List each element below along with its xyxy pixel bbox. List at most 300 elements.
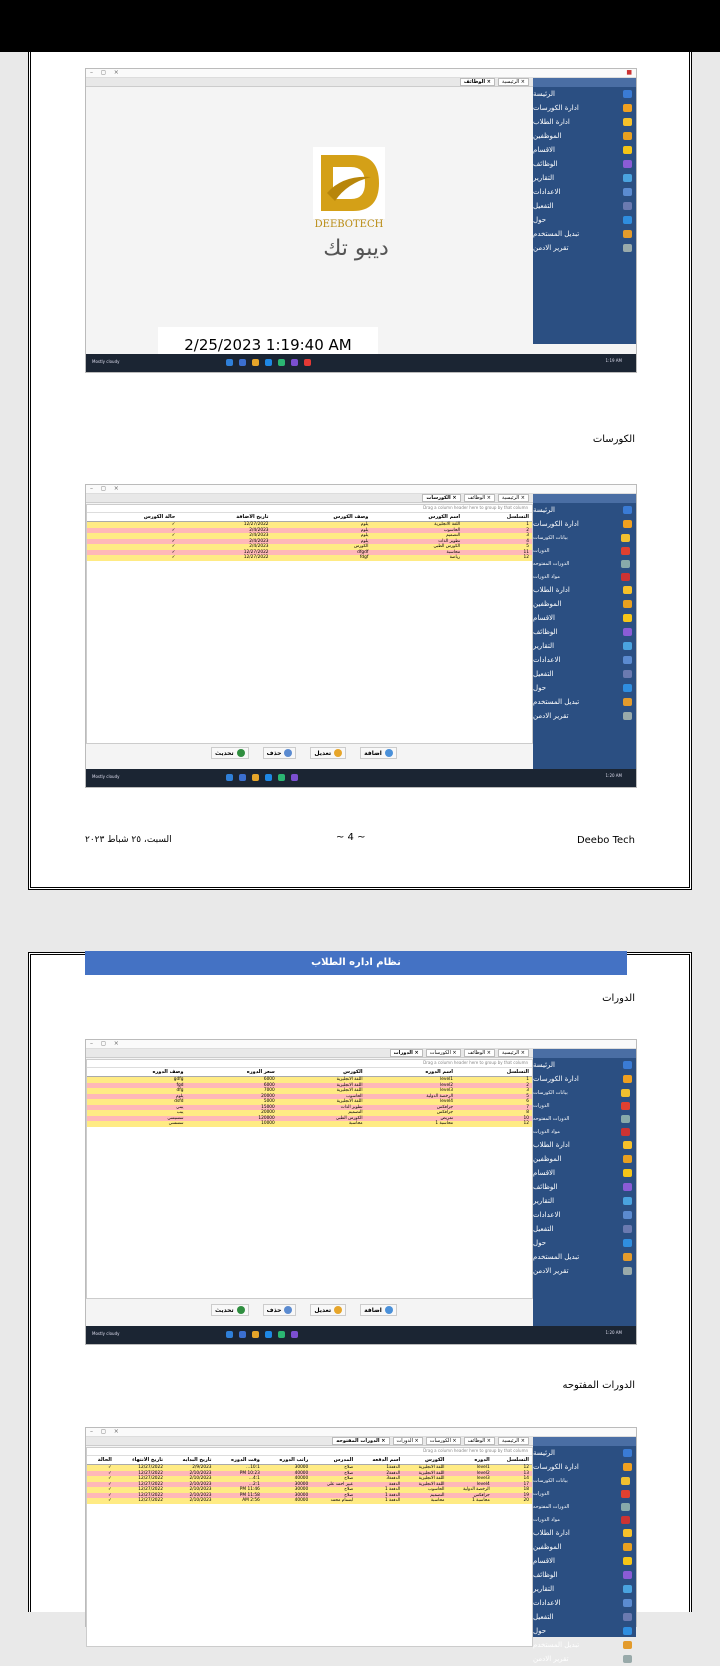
table-cell: سسسي	[87, 1121, 187, 1127]
sidebar-subitem[interactable]	[533, 1112, 636, 1125]
sidebar-item[interactable]	[533, 1526, 636, 1540]
table-cell: صلاح	[311, 1471, 356, 1477]
table-cell: 20	[493, 1498, 532, 1504]
sidebar-item[interactable]	[533, 1610, 636, 1624]
table-cell: اللغة الانجليزية	[278, 1077, 366, 1083]
sidebar-item-icon	[623, 1239, 632, 1247]
app-icon[interactable]	[304, 359, 311, 366]
table-cell: التصميم	[403, 1493, 447, 1499]
table-cell: 2/4/2023	[178, 539, 271, 545]
sidebar-item[interactable]	[533, 199, 636, 213]
chrome-icon[interactable]	[278, 359, 285, 366]
column-header[interactable]: اسم الدوره	[366, 1068, 456, 1077]
sidebar-subitem[interactable]	[533, 570, 636, 583]
sidebar-item-label: ادارة الطلاب	[533, 1141, 570, 1149]
sidebar-item-label: تقرير الادمن	[533, 712, 569, 720]
table-cell: ✓	[87, 539, 178, 545]
sidebar-item[interactable]	[533, 1166, 636, 1180]
column-header[interactable]: الدوره	[447, 1456, 492, 1465]
sidebar-item-label: الوظائف	[533, 1183, 558, 1191]
sidebar-item-icon	[623, 628, 632, 636]
weather-widget[interactable]: Mostly cloudy	[92, 1331, 120, 1336]
caption-courses: الكورسات	[592, 434, 635, 445]
table-cell: 2/10/2023	[166, 1476, 215, 1482]
sidebar-item[interactable]	[533, 1250, 636, 1264]
sidebar-subitem[interactable]	[533, 531, 636, 544]
sidebar-subitem-icon	[621, 534, 630, 542]
column-header[interactable]: وصف الكورس	[272, 513, 372, 522]
action-button[interactable]	[360, 1304, 397, 1316]
sidebar-subitem[interactable]	[533, 1086, 636, 1099]
column-header[interactable]: التسلسل	[456, 1068, 532, 1077]
sidebar-item-label: الرئيسة	[533, 506, 555, 514]
table-cell: الدفعة1	[356, 1465, 403, 1471]
sidebar-item[interactable]	[533, 1568, 636, 1582]
sidebar-item-icon	[623, 1627, 632, 1635]
sidebar-menu-icon[interactable]	[533, 494, 636, 503]
folder-icon[interactable]	[252, 1331, 259, 1338]
sidebar-item[interactable]	[533, 681, 636, 695]
column-header[interactable]: تاريخ الاضافة	[178, 513, 271, 522]
column-header[interactable]: اسم الكورس	[371, 513, 463, 522]
table-cell: 5000	[187, 1099, 278, 1105]
taskbar-clock[interactable]: 1:19 AM	[605, 358, 622, 363]
sidebar-subitem[interactable]	[533, 1513, 636, 1526]
table-cell: PM 10:23	[215, 1471, 263, 1477]
table-cell: جرافكس	[447, 1493, 492, 1499]
sidebar-subitem-label: الدورات	[533, 1490, 550, 1497]
sidebar	[533, 1049, 636, 1328]
sidebar-item-label: ادارة الكورسات	[533, 1075, 579, 1083]
vs-icon[interactable]	[291, 1331, 298, 1338]
sidebar-item[interactable]	[533, 143, 636, 157]
sidebar-item[interactable]	[533, 1652, 636, 1666]
edge-icon[interactable]	[265, 1331, 272, 1338]
window-controls[interactable]: – ◻ ×	[90, 1040, 122, 1047]
table-cell: 8	[456, 1110, 532, 1116]
table-cell: جرافكس	[366, 1110, 456, 1116]
window-controls[interactable]: – ◻ ×	[90, 1428, 122, 1435]
sidebar-subitem[interactable]	[533, 1500, 636, 1513]
sidebar-subitem-label: الدورات المفتوحه	[533, 1115, 570, 1122]
table-cell: الدفعة 1	[356, 1498, 403, 1504]
weather-widget[interactable]: Mostly cloudy	[92, 774, 120, 779]
sidebar-menu-icon[interactable]	[533, 1437, 636, 1446]
sidebar-item[interactable]	[533, 1180, 636, 1194]
table-cell: AM 2:56	[215, 1498, 263, 1504]
courses-table	[87, 513, 532, 561]
sidebar-item-icon	[623, 230, 632, 238]
sidebar-item[interactable]	[533, 241, 636, 255]
sidebar-subitem-label: الدورات	[533, 547, 550, 554]
sidebar-item[interactable]	[533, 1540, 636, 1554]
start-icon[interactable]	[226, 774, 233, 781]
table-cell: 19	[493, 1493, 532, 1499]
sidebar-subitem-icon	[621, 547, 630, 555]
sidebar-item[interactable]	[533, 667, 636, 681]
sidebar-item[interactable]	[533, 503, 636, 517]
window-controls[interactable]: – ◻ ×	[90, 485, 122, 492]
sidebar-item-label: الوظائف	[533, 1571, 558, 1579]
sidebar-item-icon	[623, 160, 632, 168]
action-button[interactable]	[310, 1304, 346, 1316]
sidebar-subitem-icon	[621, 1102, 630, 1110]
action-button-label: تعديل	[314, 1306, 332, 1314]
action-button-label: اضافة	[364, 749, 382, 757]
table-cell: 20000	[187, 1094, 278, 1100]
caption-courses-runs: الدورات	[602, 993, 635, 1004]
table-header	[87, 1456, 532, 1465]
table-cell: الدفعة	[356, 1482, 403, 1488]
sidebar-item[interactable]	[533, 1208, 636, 1222]
column-header[interactable]: المدرس	[311, 1456, 356, 1465]
folder-icon[interactable]	[252, 774, 259, 781]
folder-icon[interactable]	[252, 359, 259, 366]
sidebar-item-label: الرئيسة	[533, 1061, 555, 1069]
ribbon	[86, 1428, 636, 1437]
sidebar-menu-icon[interactable]	[533, 1049, 636, 1058]
table-cell: 5	[463, 544, 532, 550]
table-cell: 2/4/2023	[178, 528, 271, 534]
table-cell: 6	[456, 1099, 532, 1105]
table-cell: 12/27/2022	[115, 1471, 166, 1477]
column-header[interactable]: راتب الدوره	[263, 1456, 311, 1465]
sidebar-item-icon	[623, 1211, 632, 1219]
sidebar-item[interactable]	[533, 101, 636, 115]
sidebar-item[interactable]	[533, 1624, 636, 1638]
sidebar-item-icon	[623, 146, 632, 154]
tab[interactable]: الكورسات ×	[426, 1049, 461, 1057]
sidebar-subitem-label: الدورات المفتوحه	[533, 1503, 570, 1510]
sidebar-item[interactable]	[533, 1236, 636, 1250]
sidebar-item[interactable]	[533, 115, 636, 129]
action-button[interactable]	[310, 747, 346, 759]
column-header[interactable]: الكورس	[403, 1456, 447, 1465]
action-button[interactable]	[263, 747, 297, 759]
table-cell: الكورس	[272, 544, 372, 550]
table-row[interactable]	[87, 555, 532, 561]
column-header[interactable]: سعر الدوره	[187, 1068, 278, 1077]
sidebar-item-icon	[623, 216, 632, 224]
sidebar-item[interactable]	[533, 1638, 636, 1652]
sidebar-item-icon	[623, 1183, 632, 1191]
column-header[interactable]: تاريخ البدايه	[166, 1456, 215, 1465]
table-cell: 15000	[187, 1105, 278, 1111]
sidebar-item-label: التقارير	[533, 1197, 555, 1205]
table-cell: اللغة الانجليزية	[371, 522, 463, 528]
table-cell: 18	[493, 1487, 532, 1493]
table-row[interactable]	[87, 1498, 532, 1504]
table-cell: الكورس الطبي	[371, 544, 463, 550]
sidebar-subitem[interactable]	[533, 1487, 636, 1500]
sidebar	[533, 1437, 636, 1663]
action-button[interactable]	[211, 747, 249, 759]
sidebar-item-label: ادارة الكورسات	[533, 520, 579, 528]
tab[interactable]: الرئيسية ×	[498, 494, 529, 502]
edge-icon[interactable]	[265, 359, 272, 366]
table-cell: 12/27/2022	[115, 1493, 166, 1499]
column-header[interactable]: وصف الدوره	[87, 1068, 187, 1077]
group-hint: Drag a column header here to group by that column	[87, 1448, 532, 1456]
sidebar-item[interactable]	[533, 1194, 636, 1208]
taskbar-apps	[226, 359, 311, 366]
tab[interactable]: الكورسات ×	[422, 494, 460, 502]
table-cell: 2:1...	[215, 1482, 263, 1488]
sidebar-subitem-icon	[621, 1089, 630, 1097]
table-cell: level2	[366, 1083, 456, 1089]
table-cell: الدفعة2	[356, 1471, 403, 1477]
edge-icon[interactable]	[265, 774, 272, 781]
sidebar-item[interactable]	[533, 1460, 636, 1474]
column-header[interactable]: التسلسل	[463, 513, 532, 522]
table-cell: التصميم	[278, 1110, 366, 1116]
tab[interactable]: الرئيسية ×	[498, 78, 529, 86]
tab[interactable]: الرئيسية ×	[498, 1437, 529, 1445]
sidebar-subitem[interactable]	[533, 1474, 636, 1487]
table-cell: 4	[463, 539, 532, 545]
sidebar-item[interactable]	[533, 1264, 636, 1278]
sidebar-item-label: الاعدادات	[533, 188, 561, 196]
sidebar-subitem-icon	[621, 1128, 630, 1136]
sidebar-item[interactable]	[533, 709, 636, 723]
table-cell: 11	[463, 550, 532, 556]
table-cell: gdfg	[87, 1077, 187, 1083]
table-cell: ✓	[87, 555, 178, 561]
sidebar-item-label: الموظفين	[533, 1155, 562, 1163]
taskbar	[86, 354, 636, 372]
caption-open-runs: الدورات المفتوحه	[562, 1380, 635, 1391]
app-window-courses	[85, 484, 637, 788]
tab[interactable]: الوظائف ×	[460, 78, 495, 86]
table-cell: الحاسوب	[278, 1094, 366, 1100]
tab[interactable]: الوظائف ×	[464, 1437, 495, 1445]
app-icon[interactable]	[239, 774, 246, 781]
table-cell: اللغة الانجليزية	[403, 1476, 447, 1482]
table-cell: 3	[456, 1088, 532, 1094]
sidebar-item-icon	[623, 656, 632, 664]
sidebar-item[interactable]	[533, 185, 636, 199]
start-icon[interactable]	[226, 1331, 233, 1338]
table-cell: ابستام محمد	[311, 1498, 356, 1504]
sidebar-item[interactable]	[533, 1138, 636, 1152]
sidebar-item-label: تقرير الادمن	[533, 1655, 569, 1663]
sidebar-item[interactable]	[533, 87, 636, 101]
table-cell: PM 11:58	[215, 1493, 263, 1499]
column-header[interactable]: حالة الكورس	[87, 513, 178, 522]
sidebar-item[interactable]	[533, 695, 636, 709]
document-tabs	[86, 1437, 533, 1446]
tab[interactable]: الدورات المفتوحه ×	[332, 1437, 389, 1445]
app-icon[interactable]	[239, 359, 246, 366]
sidebar-menu-icon[interactable]	[533, 78, 636, 87]
document-tabs	[86, 78, 533, 87]
sidebar-item-icon	[623, 174, 632, 182]
document-tabs	[86, 494, 533, 503]
taskbar-clock[interactable]: 1:20 AM	[605, 773, 622, 778]
table-cell: level4	[447, 1482, 492, 1488]
logo-text: DEEBOTECH	[314, 219, 384, 230]
table-cell: 13	[493, 1471, 532, 1477]
table-cell: dsfd	[87, 1099, 187, 1105]
sidebar-item-label: التفعيل	[533, 1613, 554, 1621]
runs-table	[87, 1068, 532, 1127]
sidebar-item[interactable]	[533, 653, 636, 667]
table-cell: ✓	[87, 1493, 115, 1499]
sidebar-subitem-icon	[621, 1115, 630, 1123]
sidebar-item[interactable]	[533, 1554, 636, 1568]
sidebar-subitem[interactable]	[533, 544, 636, 557]
sidebar-subitem[interactable]	[533, 1099, 636, 1112]
footer-page-number: ~ 4 ~	[336, 832, 366, 843]
sidebar-subitem[interactable]	[533, 1125, 636, 1138]
tab[interactable]: الرئيسية ×	[498, 1049, 529, 1057]
sidebar-item-label: حول	[533, 1239, 547, 1247]
table-cell: 40000	[263, 1498, 311, 1504]
table-cell: يلوم	[272, 533, 372, 539]
taskbar-apps	[226, 1331, 298, 1338]
sidebar-item[interactable]	[533, 611, 636, 625]
table-cell: 2/9/2023	[166, 1465, 215, 1471]
column-header[interactable]: الكورس	[278, 1068, 366, 1077]
sidebar-subitem-label: الدورات	[533, 1102, 550, 1109]
table-cell: level1	[366, 1077, 456, 1083]
sidebar-item[interactable]	[533, 625, 636, 639]
table-cell: صلاح	[311, 1493, 356, 1499]
footer-right: Deebo Tech	[576, 835, 635, 846]
table-cell: يلوم	[87, 1094, 187, 1100]
start-icon[interactable]	[226, 359, 233, 366]
column-header[interactable]: التسلسل	[493, 1456, 532, 1465]
sidebar-item[interactable]	[533, 213, 636, 227]
table-row[interactable]	[87, 1121, 532, 1127]
tab[interactable]: الوظائف ×	[464, 494, 495, 502]
table-cell: 1	[463, 522, 532, 528]
sidebar-item[interactable]	[533, 1072, 636, 1086]
table-cell: 6000	[187, 1083, 278, 1089]
table-cell: 3	[463, 533, 532, 539]
sidebar-item[interactable]	[533, 1582, 636, 1596]
table-cell: اللغة الانجليزية	[403, 1482, 447, 1488]
runs-grid	[86, 1059, 533, 1299]
sidebar-item[interactable]	[533, 583, 636, 597]
table-cell: صلاح	[311, 1465, 356, 1471]
sidebar-item[interactable]	[533, 227, 636, 241]
action-button-icon	[385, 1306, 393, 1314]
chrome-icon[interactable]	[278, 1331, 285, 1338]
datetime-display: 2/25/2023 1:19:40 AM	[158, 327, 378, 363]
column-header[interactable]: تاريخ الانتهاء	[115, 1456, 166, 1465]
sidebar-item-label: الرئيسة	[533, 90, 555, 98]
sidebar-item[interactable]	[533, 129, 636, 143]
sidebar-item-label: ادارة الطلاب	[533, 586, 570, 594]
sidebar-item-label: تقرير الادمن	[533, 244, 569, 252]
table-cell: fdgf	[272, 555, 372, 561]
sidebar-item[interactable]	[533, 1058, 636, 1072]
sidebar-subitem-icon	[621, 573, 630, 581]
table-cell: 2/4/2023	[178, 533, 271, 539]
table-cell: level1	[447, 1465, 492, 1471]
action-button-icon	[334, 749, 342, 757]
weather-widget[interactable]: Mostly cloudy	[92, 359, 120, 364]
table-cell: 10:1...	[215, 1465, 263, 1471]
table-cell: dfgdf	[272, 550, 372, 556]
action-button-label: تحديث	[215, 749, 234, 757]
action-button[interactable]	[360, 747, 397, 759]
column-header[interactable]: اسم الدفعه	[356, 1456, 403, 1465]
chrome-icon[interactable]	[278, 774, 285, 781]
table-cell: level2	[447, 1471, 492, 1477]
tab[interactable]: الوظائف ×	[464, 1049, 495, 1057]
taskbar-clock[interactable]: 1:20 AM	[605, 1330, 622, 1335]
sidebar-item-label: تبديل المستخدم	[533, 1253, 580, 1261]
table-cell: level3	[366, 1088, 456, 1094]
sidebar-item[interactable]	[533, 1222, 636, 1236]
table-cell: 12/27/2022	[115, 1498, 166, 1504]
taskbar	[86, 769, 636, 787]
vs-icon[interactable]	[291, 774, 298, 781]
tab[interactable]: الدورات ×	[390, 1049, 423, 1057]
table-cell: 2/10/2023	[166, 1498, 215, 1504]
table-cell: صلاح	[311, 1476, 356, 1482]
tab[interactable]: الكورسات ×	[426, 1437, 461, 1445]
action-button-icon	[334, 1306, 342, 1314]
table-cell: 10	[456, 1116, 532, 1122]
table-cell: 6000	[187, 1077, 278, 1083]
app-icon[interactable]	[239, 1331, 246, 1338]
window-controls[interactable]: – ◻ ×	[90, 69, 122, 76]
sidebar-item-icon	[623, 600, 632, 608]
action-button-icon	[385, 749, 393, 757]
sidebar-subitem[interactable]	[533, 557, 636, 570]
sidebar-item[interactable]	[533, 157, 636, 171]
table-cell: يلوم	[272, 539, 372, 545]
table-cell: تمريض	[366, 1116, 456, 1122]
table-cell: 2/10/2023	[166, 1482, 215, 1488]
sidebar-item-label: حول	[533, 1627, 547, 1635]
sidebar-item[interactable]	[533, 517, 636, 531]
sidebar-item-label: تبديل المستخدم	[533, 230, 580, 238]
sidebar-item-label: ادارة الكورسات	[533, 104, 579, 112]
open-runs-table	[87, 1456, 532, 1504]
column-header[interactable]: الحالة	[87, 1456, 115, 1465]
sidebar-item[interactable]	[533, 639, 636, 653]
sidebar-item-label: الوظائف	[533, 160, 558, 168]
table-cell: 120000	[187, 1116, 278, 1122]
sidebar-item-icon	[623, 1197, 632, 1205]
sidebar-item[interactable]	[533, 1596, 636, 1610]
sidebar-item-label: التقارير	[533, 1585, 555, 1593]
sidebar-item-icon	[623, 1061, 632, 1069]
action-button[interactable]	[211, 1304, 249, 1316]
vs-icon[interactable]	[291, 359, 298, 366]
table-cell: ✓	[87, 1487, 115, 1493]
table-cell: ✓	[87, 522, 178, 528]
table-cell: 12	[463, 555, 532, 561]
sidebar-item[interactable]	[533, 1152, 636, 1166]
action-button[interactable]	[263, 1304, 297, 1316]
table-cell: ✓	[87, 528, 178, 534]
taskbar	[86, 1326, 636, 1344]
action-button-icon	[284, 749, 292, 757]
sidebar-item[interactable]	[533, 597, 636, 611]
sidebar-item[interactable]	[533, 171, 636, 185]
column-header[interactable]: وقت الدوره	[215, 1456, 263, 1465]
table-cell: 7000	[187, 1088, 278, 1094]
sidebar-item[interactable]	[533, 1446, 636, 1460]
taskbar-apps	[226, 774, 298, 781]
tab[interactable]: الدورات ×	[393, 1437, 423, 1445]
sidebar-item-icon	[623, 642, 632, 650]
